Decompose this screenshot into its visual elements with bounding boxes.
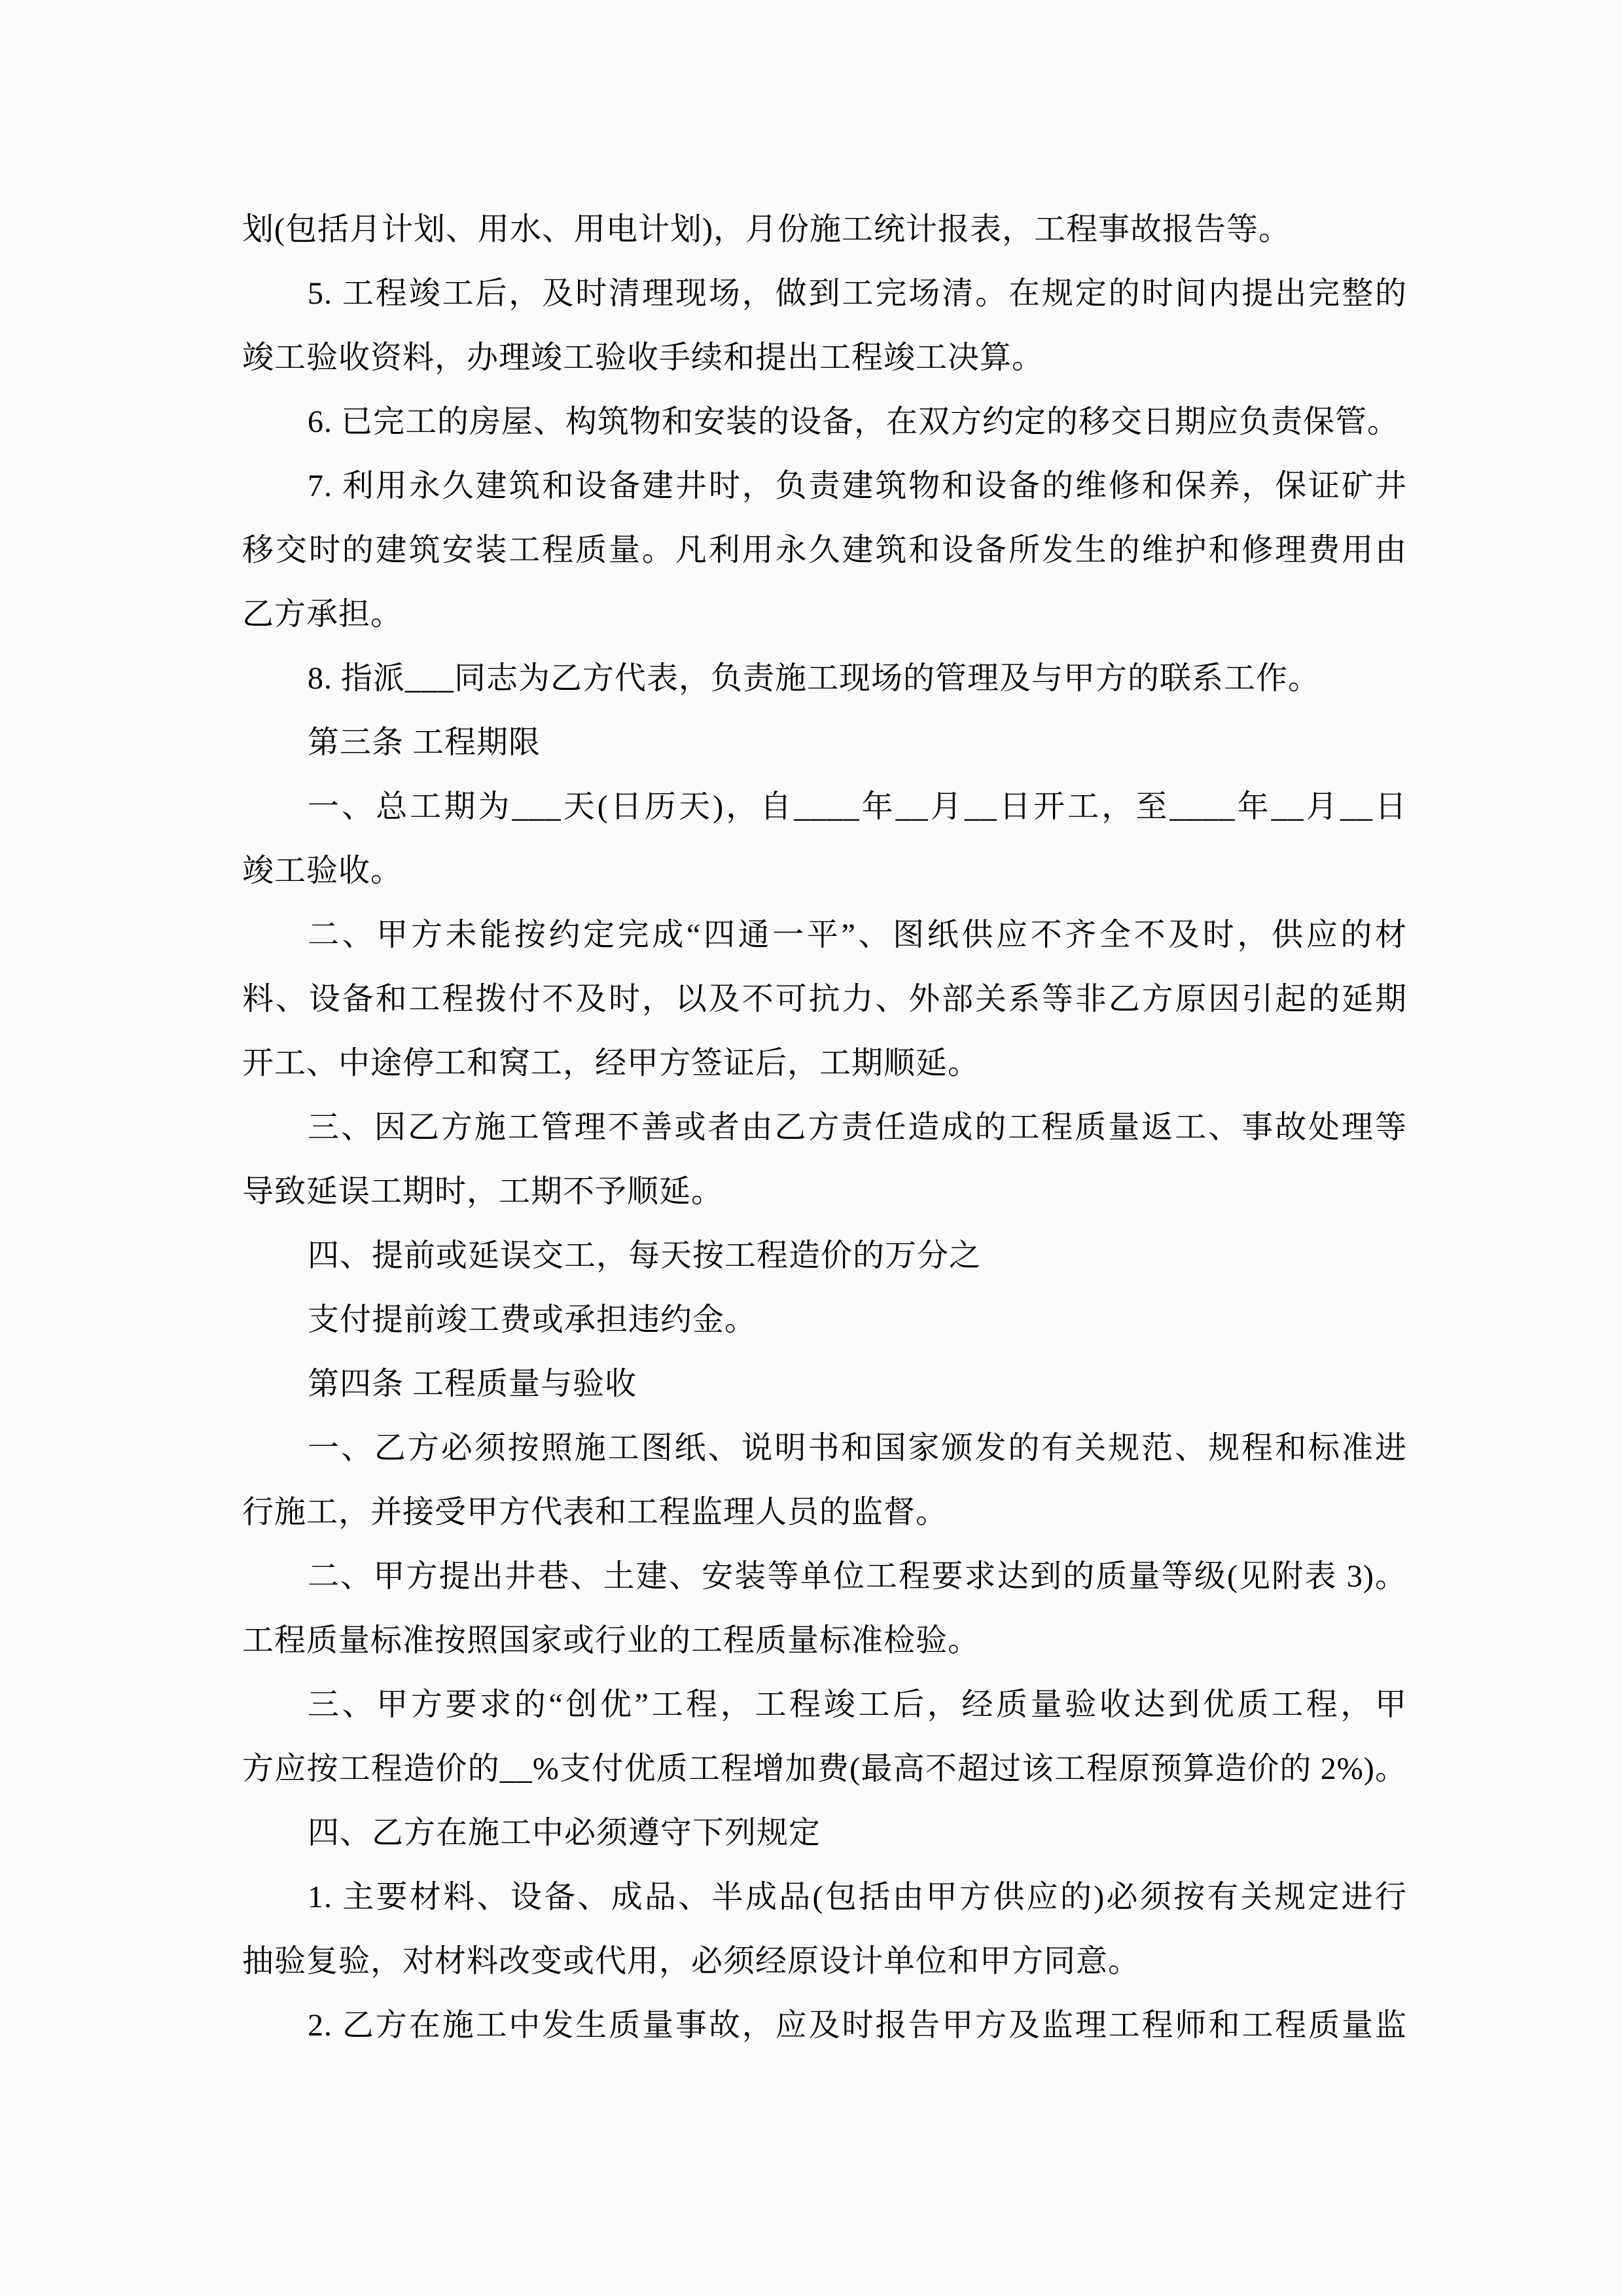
contract-line: 二、甲方未能按约定完成“四通一平”、图纸供应不齐全不及时，供应的材 [308, 918, 1407, 952]
contract-line: 一、乙方必须按照施工图纸、说明书和国家颁发的有关规范、规程和标准进 [308, 1431, 1407, 1465]
contract-line: 三、因乙方施工管理不善或者由乙方责任造成的工程质量返工、事故处理等 [308, 1110, 1407, 1145]
contract-line: 8. 指派___同志为乙方代表，负责施工现场的管理及与甲方的联系工作。 [308, 661, 1321, 696]
clause-heading: 第四条 工程质量与验收 [308, 1367, 637, 1401]
contract-line: 2. 乙方在施工中发生质量事故，应及时报告甲方及监理工程师和工程质量监 [308, 2008, 1407, 2043]
contract-line: 四、提前或延误交工，每天按工程造价的万分之 [308, 1238, 982, 1273]
contract-line: 方应按工程造价的__%支付优质工程增加费(最高不超过该工程原预算造价的 2%)。 [242, 1751, 1407, 1786]
contract-line: 料、设备和工程拨付不及时，以及不可抗力、外部关系等非乙方原因引起的延期 [242, 982, 1407, 1016]
contract-line: 移交时的建筑安装工程质量。凡利用永久建筑和设备所发生的维护和修理费用由 [242, 533, 1407, 567]
contract-line: 三、甲方要求的“创优”工程，工程竣工后，经质量验收达到优质工程，甲 [308, 1687, 1407, 1722]
contract-line: 工程质量标准按照国家或行业的工程质量标准检验。 [242, 1623, 980, 1658]
contract-line: 划(包括月计划、用水、用电计划)，月份施工统计报表，工程事故报告等。 [242, 212, 1291, 247]
contract-text-block [242, 198, 1407, 2058]
contract-line: 二、甲方提出井巷、土建、安装等单位工程要求达到的质量等级(见附表 3)。 [308, 1559, 1407, 1594]
contract-line: 乙方承担。 [242, 597, 403, 632]
contract-line: 6. 已完工的房屋、构筑物和安装的设备，在双方约定的移交日期应负责保管。 [308, 404, 1400, 439]
contract-line: 竣工验收资料，办理竣工验收手续和提出工程竣工决算。 [242, 340, 1044, 375]
contract-line: 行施工，并接受甲方代表和工程监理人员的监督。 [242, 1495, 948, 1530]
contract-line: 竣工验收。 [242, 853, 403, 888]
clause-heading: 第三条 工程期限 [308, 725, 541, 760]
contract-line: 导致延误工期时，工期不予顺延。 [242, 1174, 724, 1209]
contract-line: 四、乙方在施工中必须遵守下列规定 [308, 1816, 821, 1850]
contract-line: 支付提前竣工费或承担违约金。 [308, 1302, 757, 1337]
contract-line: 开工、中途停工和窝工，经甲方签证后，工期顺延。 [242, 1046, 980, 1081]
contract-line: 5. 工程竣工后，及时清理现场，做到工完场清。在规定的时间内提出完整的 [308, 276, 1407, 311]
contract-line: 1. 主要材料、设备、成品、半成品(包括由甲方供应的)必须按有关规定进行 [308, 1880, 1407, 1914]
contract-line: 7. 利用永久建筑和设备建井时，负责建筑物和设备的维修和保养，保证矿井 [308, 469, 1407, 503]
contract-line: 抽验复验，对材料改变或代用，必须经原设计单位和甲方同意。 [242, 1944, 1141, 1979]
contract-line: 一、总工期为___天(日历天)，自____年__月__日开工，至____年__月__日 [308, 789, 1407, 824]
